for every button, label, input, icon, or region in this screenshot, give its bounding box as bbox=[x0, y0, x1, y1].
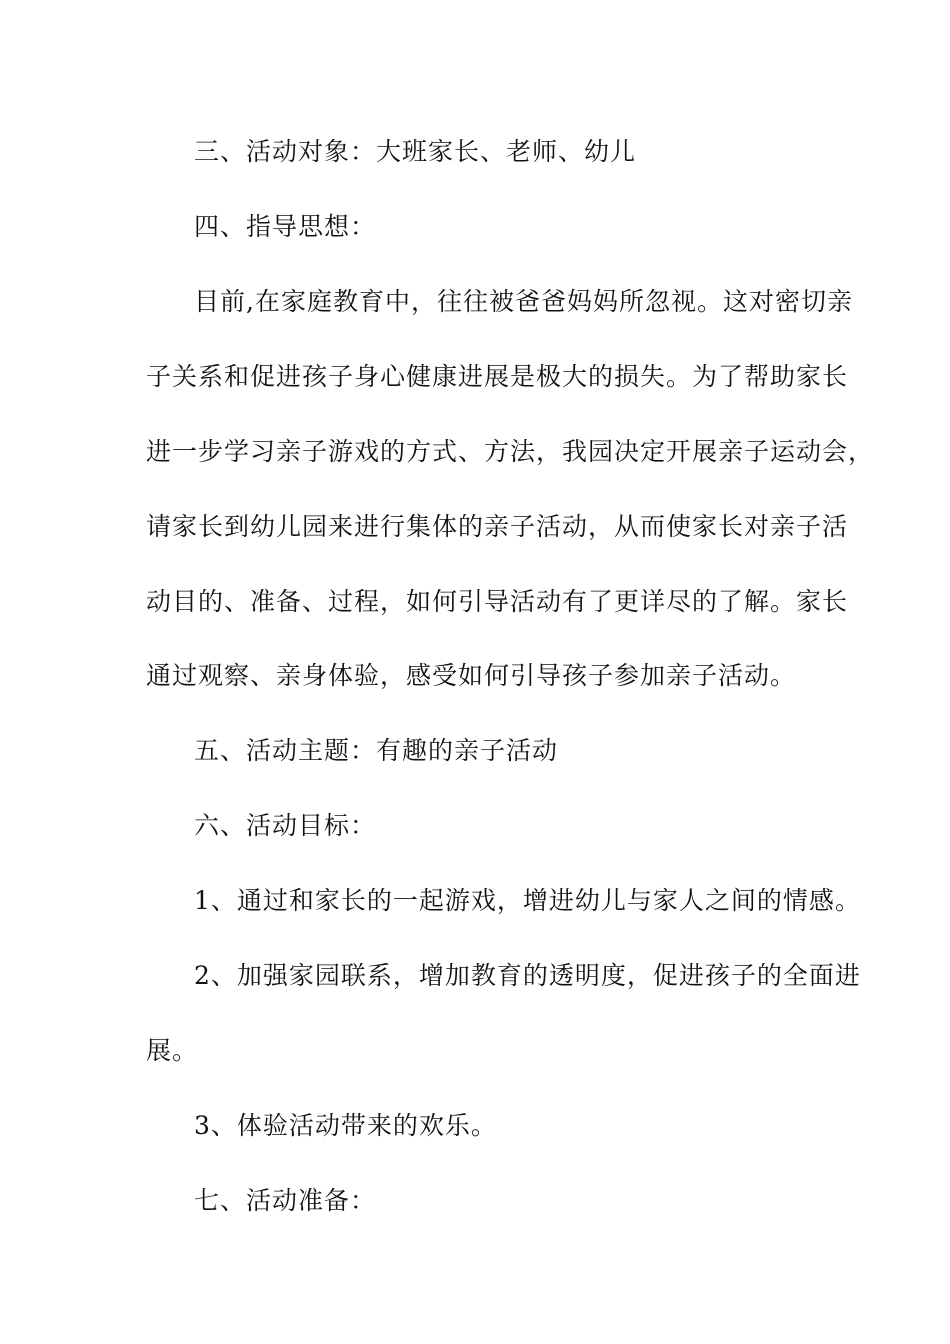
paragraph-line: 进一步学习亲子游戏的方式、方法，我园决定开展亲子运动会， bbox=[146, 437, 875, 466]
paragraph-line: 子关系和促进孩子身心健康进展是极大的损失。为了帮助家长 bbox=[146, 362, 849, 391]
paragraph-line: 动目的、准备、过程，如何引导活动有了更详尽的了解。家长 bbox=[146, 587, 849, 616]
section-heading-guiding-idea: 四、指导思想： bbox=[194, 212, 377, 241]
goal-item-1: 1、通过和家长的一起游戏，增进幼儿与家人之间的情感。 bbox=[194, 886, 861, 915]
paragraph-line: 通过观察、亲身体验，感受如何引导孩子参加亲子活动。 bbox=[146, 661, 797, 690]
section-heading-activity-goals: 六、活动目标： bbox=[194, 811, 377, 840]
goal-item-2: 2、加强家园联系，增加教育的透明度，促进孩子的全面进 bbox=[194, 961, 861, 990]
goal-item-3: 3、体验活动带来的欢乐。 bbox=[194, 1111, 497, 1140]
section-heading-activity-theme: 五、活动主题：有趣的亲子活动 bbox=[194, 736, 559, 765]
paragraph-line: 目前,在家庭教育中，往往被爸爸妈妈所忽视。这对密切亲 bbox=[194, 287, 853, 316]
paragraph-line: 请家长到幼儿园来进行集体的亲子活动，从而使家长对亲子活 bbox=[146, 512, 849, 541]
section-heading-activity-preparation: 七、活动准备： bbox=[194, 1186, 377, 1215]
section-heading-activity-target: 三、活动对象：大班家长、老师、幼儿 bbox=[194, 137, 637, 166]
goal-item-2-continuation: 展。 bbox=[146, 1036, 199, 1065]
